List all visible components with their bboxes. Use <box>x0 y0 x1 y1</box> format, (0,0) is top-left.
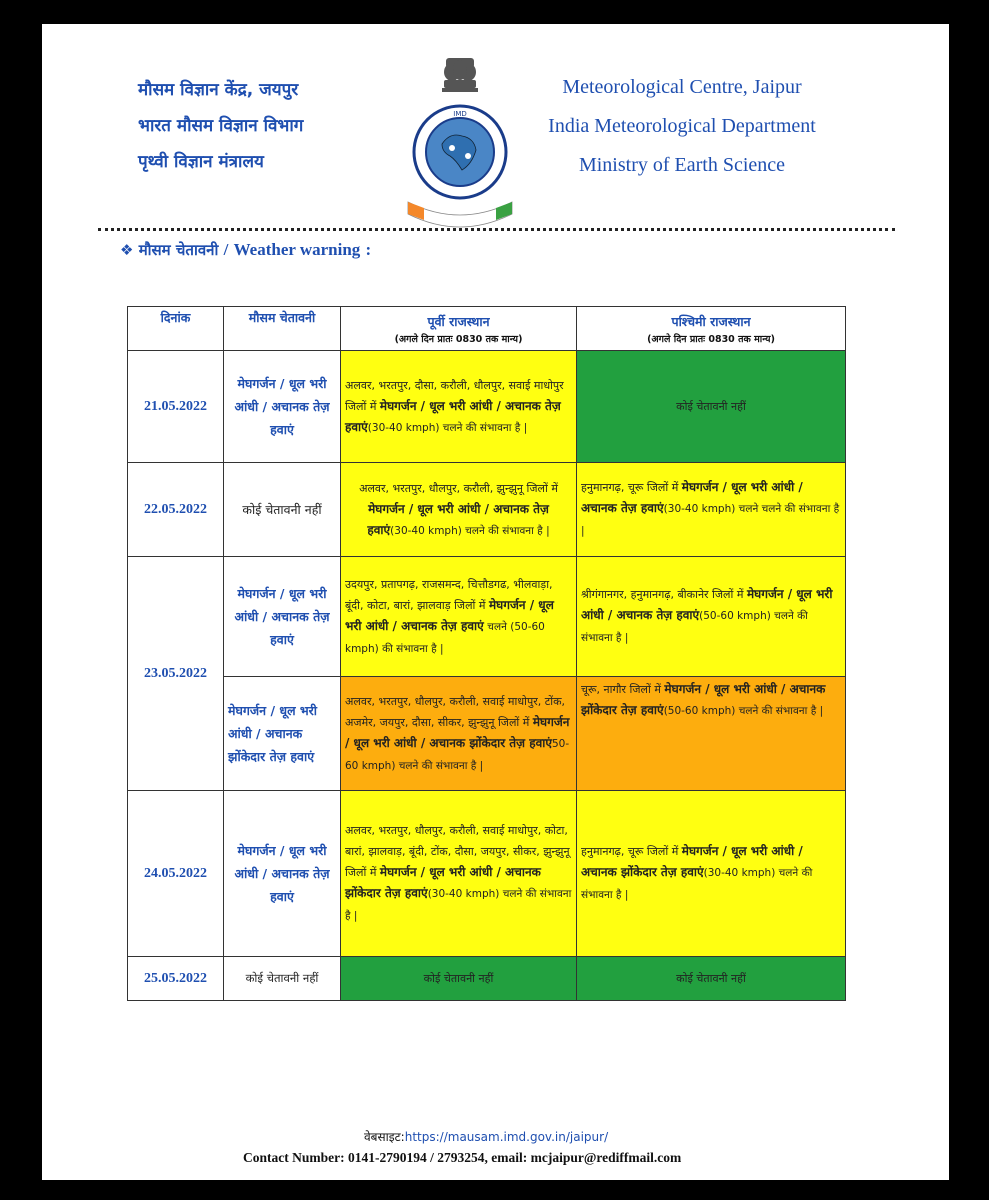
warning-heading-separator: / <box>223 240 229 259</box>
east-cell <box>341 351 577 463</box>
east-cell <box>341 677 577 791</box>
west-districts: हनुमानगढ़, चूरू जिलों में <box>581 845 679 858</box>
east-tail: 50-60 kmph) चलने की संभावना है | <box>345 737 570 772</box>
west-cell <box>577 463 846 557</box>
website-link[interactable]: https://mausam.imd.gov.in/jaipur/ <box>404 1130 609 1144</box>
header-hindi-line-1: मौसम विज्ञान केंद्र, जयपुर <box>138 80 299 100</box>
west-cell <box>577 791 846 957</box>
header-english <box>522 68 842 185</box>
website-label: वेबसाइट: <box>364 1130 405 1144</box>
east-warning-bold: मेघगर्जन / धूल भरी आंधी / अचानक तेज़ हवाएं <box>345 398 561 434</box>
row-date: 21.05.2022 <box>128 351 224 463</box>
header-date: दिनांक <box>128 307 224 351</box>
east-districts: अलवर, भरतपुर, दौसा, करौली, धौलपुर, सवाई माधोपुर जिलों में <box>345 378 564 413</box>
row-warning: मेघगर्जन / धूल भरी आंधी / अचानक तेज़ हवाएं <box>224 351 341 463</box>
header-east-rajasthan <box>341 307 577 351</box>
east-tail: (30-40 kmph) चलने की संभावना है | <box>345 888 572 922</box>
east-tail: (30-40 kmph) चलने की संभावना है | <box>390 524 550 537</box>
dotted-divider <box>98 228 895 231</box>
west-cell: कोई चेतावनी नहीं <box>577 957 846 1001</box>
warning-heading-english: Weather warning <box>233 240 361 259</box>
west-tail: (50-60 kmph) चलने की संभावना है | <box>663 705 824 717</box>
warning-heading-colon: : <box>365 240 372 259</box>
east-warning-bold: मेघगर्जन / धूल भरी आंधी / अचानक झोंकेदार तेज़ हवाएं <box>345 865 541 900</box>
row-warning: मेघगर्जन / धूल भरी आंधी / अचानक तेज़ हवाएं <box>224 791 341 957</box>
east-tail: चलने (50-60 kmph) की संभावना है | <box>345 620 545 655</box>
west-warning-bold: मेघगर्जन / धूल भरी आंधी / अचानक झोंकेदार तेज़ हवाएं <box>581 682 826 717</box>
west-warning-bold: मेघगर्जन / धूल भरी आंधी / अचानक झोंकेदार तेज़ हवाएं <box>581 844 803 879</box>
header-english-line-1: Meteorological Centre, Jaipur <box>562 76 802 98</box>
header-east-validity: (अगले दिन प्रातः 0830 तक मान्य) <box>394 333 523 345</box>
west-cell: कोई चेतावनी नहीं <box>577 351 846 463</box>
row-warning: मेघगर्जन / धूल भरी आंधी / अचानक झोंकेदार तेज़ हवाएं <box>224 677 341 791</box>
table-row <box>128 351 846 463</box>
header-west-title: पश्चिमी राजस्थान <box>671 313 751 329</box>
west-tail: (30-40 kmph) चलने की संभावना है | <box>581 867 813 901</box>
east-tail: (30-40 kmph) चलने की संभावना है | <box>367 421 528 434</box>
row-warning: कोई चेतावनी नहीं <box>224 957 341 1001</box>
row-warning: मेघगर्जन / धूल भरी आंधी / अचानक तेज़ हवाएं <box>224 557 341 677</box>
east-districts: उदयपुर, प्रतापगढ़, राजसमन्द, चित्तौडगढ, भीलवाड़ा, बूंदी, कोटा, बारां, झालवाड़ जिलों में <box>345 577 553 612</box>
west-tail: (30-40 kmph) चलने चलने की संभावना है | <box>581 503 840 537</box>
row-warning: कोई चेतावनी नहीं <box>224 463 341 557</box>
row-date: 25.05.2022 <box>128 957 224 1001</box>
footer-website <box>364 1128 608 1145</box>
west-tail: (50-60 kmph) चलने की संभावना है | <box>581 610 808 644</box>
table-row <box>128 677 846 791</box>
west-districts: हनुमानगढ़, चूरू जिलों में <box>581 481 679 494</box>
document-page <box>42 24 949 1180</box>
weather-warning-table <box>127 306 846 1001</box>
east-districts: अलवर, भरतपुर, धौलपुर, करौली, सवाई माधोपुर, टोंक, अजमेर, जयपुर, दौसा, सीकर, झुन्झुनू जिलों में <box>345 694 566 729</box>
row-date: 23.05.2022 <box>128 557 224 791</box>
east-warning-bold: मेघगर्जन / धूल भरी आंधी / अचानक तेज़ हवाएं <box>367 501 549 537</box>
east-cell <box>341 463 577 557</box>
west-districts: चूरू, नागौर जिलों में <box>581 683 661 696</box>
row-date: 22.05.2022 <box>128 463 224 557</box>
west-districts: श्रीगंगानगर, हनुमानगढ़, बीकानेर जिलों में <box>581 588 744 601</box>
header-east-title: पूर्वी राजस्थान <box>427 313 490 329</box>
east-cell <box>341 557 577 677</box>
table-row <box>128 463 846 557</box>
west-warning-bold: मेघगर्जन / धूल भरी आंधी / अचानक तेज़ हवाएं <box>581 480 803 515</box>
logo-top-text: IMD <box>453 110 467 118</box>
header-hindi-line-3: पृथ्वी विज्ञान मंत्रालय <box>138 152 264 172</box>
east-warning-bold: मेघगर्जन / धूल भरी आंधी / अचानक झोंकेदार तेज़ हवाएं <box>345 714 570 750</box>
table-header-row <box>128 307 846 351</box>
east-warning-bold: मेघगर्जन / धूल भरी आंधी / अचानक तेज़ हवाएं <box>345 597 554 633</box>
east-districts: अलवर, भरतपुर, धौलपुर, करौली, सवाई माधोपुर, कोटा, बारां, झालवाड़, बूंदी, टोंक, दौसा, जयपुर, सीकर, झुन्झुनू जिलों में <box>345 824 570 879</box>
header-west-validity: (अगले दिन प्रातः 0830 तक मान्य) <box>647 333 775 345</box>
row-date: 24.05.2022 <box>128 791 224 957</box>
emblem-logo-group <box>402 52 518 236</box>
warning-heading-hindi: मौसम चेतावनी <box>138 241 219 259</box>
header-west-rajasthan <box>577 307 846 351</box>
table-row <box>128 791 846 957</box>
west-cell <box>577 677 846 791</box>
imd-emblem-icon <box>402 52 518 236</box>
header-hindi-line-2: भारत मौसम विज्ञान विभाग <box>138 116 304 136</box>
header-hindi <box>138 72 438 180</box>
table-row <box>128 957 846 1001</box>
header-warning: मौसम चेतावनी <box>224 307 341 351</box>
east-districts: अलवर, भरतपुर, धौलपुर, करौली, झुन्झुनू जिलों में <box>359 481 558 495</box>
bullet-icon: ❖ <box>120 241 134 259</box>
west-cell <box>577 557 846 677</box>
header-english-line-2: India Meteorological Department <box>548 115 816 137</box>
west-warning-bold: मेघगर्जन / धूल भरी आंधी / अचानक तेज़ हवाएं <box>581 587 833 622</box>
footer-contact: Contact Number: 0141-2790194 / 2793254, email: mcjaipur@rediffmail.com <box>243 1150 682 1165</box>
table-row <box>128 557 846 677</box>
east-cell: कोई चेतावनी नहीं <box>341 957 577 1001</box>
weather-warning-heading <box>120 240 371 260</box>
header-english-line-3: Ministry of Earth Science <box>578 154 786 176</box>
east-cell <box>341 791 577 957</box>
